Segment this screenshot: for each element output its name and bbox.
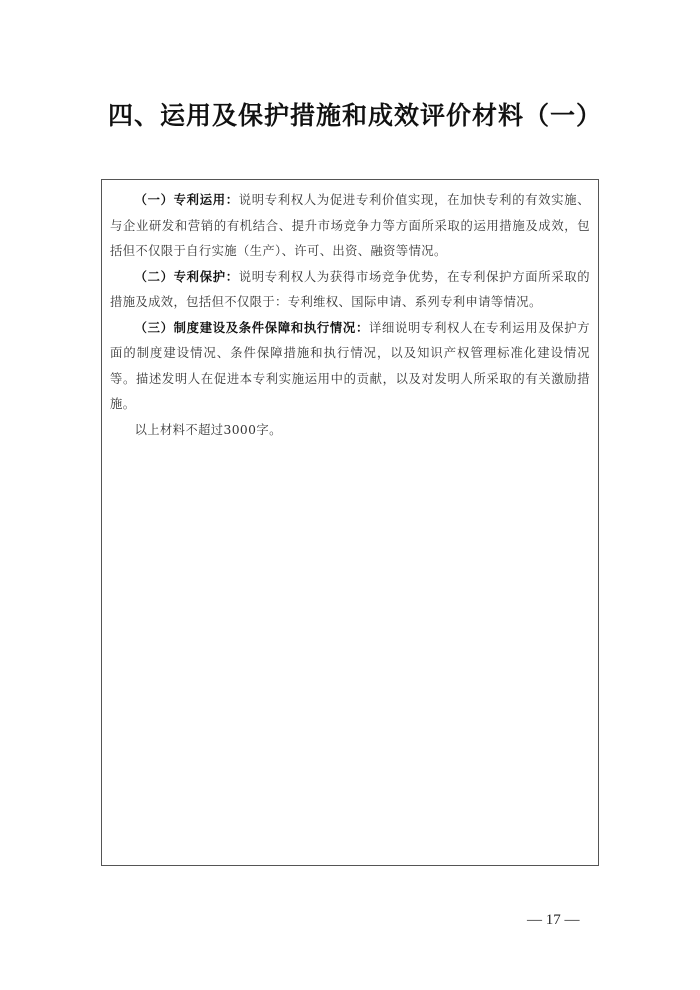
section-body: 详细说明专利权人在专利运用及保护方面的制度建设情况、条件保障措施和执行情况，以及知识产权管理标准化建设情况等。描述发明人在促进本专利实施运用中的贡献，以及对发明人所采取的有关激励措施。 [110, 320, 590, 411]
section-heading: （三）制度建设及条件保障和执行情况： [134, 320, 369, 335]
page-number: — 17 — [527, 912, 580, 928]
page-title: 四、运用及保护措施和成效评价材料（一） [108, 101, 603, 130]
section-system-building [110, 316, 590, 418]
section-patent-use [110, 188, 590, 265]
section-body: 说明专利权人为获得市场竞争优势，在专利保护方面所采取的措施及成效，包括但不仅限于：专利维权、国际申请、系列专利申请等情况。 [110, 269, 590, 309]
section-heading: （一）专利运用： [134, 193, 239, 207]
section-body: 说明专利权人为促进专利价值实现，在加快专利的有效实施、与企业研发和营销的有机结合、提升市场竞争力等方面所采取的运用措施及成效，包括但不仅限于自行实施（生产）、许可、出资、融资等情况。 [110, 193, 590, 258]
content-box [101, 179, 599, 866]
section-heading: （二）专利保护： [134, 269, 239, 284]
word-limit-note: 以上材料不超过3000字。 [134, 422, 282, 437]
section-patent-protection [110, 265, 590, 316]
